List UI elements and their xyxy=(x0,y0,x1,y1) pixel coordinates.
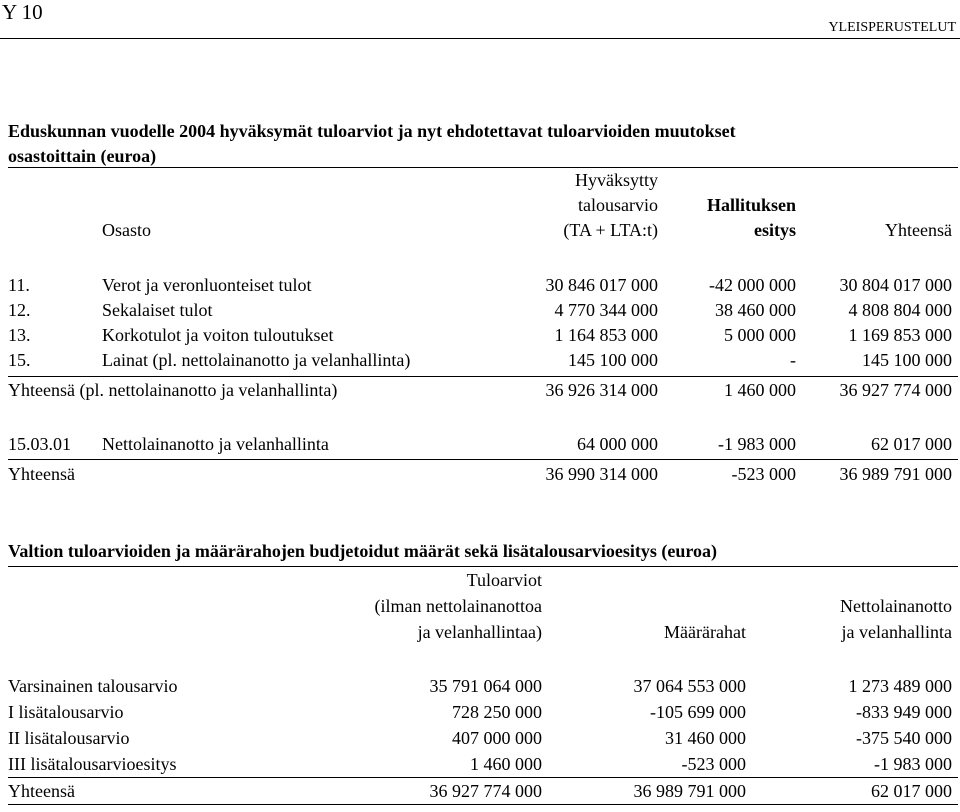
table2-bottom-rule xyxy=(8,804,958,805)
row-label: II lisätalousarvio xyxy=(8,728,130,748)
row-tuloarviot: 407 000 000 xyxy=(452,728,542,748)
total-maararahat: 36 989 791 000 xyxy=(633,781,746,801)
col-header-proposal-line2: esitys xyxy=(754,220,796,240)
row-label: Lainat (pl. nettolainanotto ja velanhallinta) xyxy=(102,350,411,370)
row-maararahat: -105 699 000 xyxy=(650,702,746,722)
row-total: 1 169 853 000 xyxy=(848,325,952,345)
grand-total-proposal: -523 000 xyxy=(731,464,796,484)
row-netto: -1 983 000 xyxy=(874,754,952,774)
row-number: 13. xyxy=(8,325,31,345)
table1-title-rule xyxy=(8,167,958,168)
row-label: Korkotulot ja voiton tuloutukset xyxy=(102,325,334,345)
row-number: 15. xyxy=(8,350,31,370)
col-header-tuloarviot-line3: ja velanhallintaa) xyxy=(417,622,542,642)
row-tuloarviot: 1 460 000 xyxy=(470,754,542,774)
subtotal-total: 36 927 774 000 xyxy=(839,380,952,400)
row-netto: 1 273 489 000 xyxy=(848,676,952,696)
row-netto: -833 949 000 xyxy=(856,702,952,722)
subtotal-rule xyxy=(8,376,958,377)
row-maararahat: -523 000 xyxy=(681,754,746,774)
table1-title-line2: osastoittain (euroa) xyxy=(8,146,157,166)
row-label: Sekalaiset tulot xyxy=(102,300,213,320)
row-proposal: -42 000 000 xyxy=(709,275,796,295)
row-number: 12. xyxy=(8,300,31,320)
grand-total-rule xyxy=(8,459,958,460)
row-maararahat: 31 460 000 xyxy=(665,728,746,748)
net-row-label: Nettolainanotto ja velanhallinta xyxy=(102,434,329,454)
net-row-approved: 64 000 000 xyxy=(577,434,658,454)
row-approved: 1 164 853 000 xyxy=(554,325,658,345)
row-tuloarviot: 35 791 064 000 xyxy=(429,676,542,696)
col-header-netto-line1: Nettolainanotto xyxy=(840,596,952,616)
row-label: Verot ja veronluonteiset tulot xyxy=(102,275,312,295)
table2-title-rule xyxy=(8,566,958,567)
col-header-netto-line2: ja velanhallinta xyxy=(841,622,952,642)
grand-total-label: Yhteensä xyxy=(8,464,75,484)
row-maararahat: 37 064 553 000 xyxy=(633,676,746,696)
row-label: III lisätalousarvioesitys xyxy=(8,754,177,774)
total-label: Yhteensä xyxy=(8,781,75,801)
net-row-proposal: -1 983 000 xyxy=(718,434,796,454)
subtotal-proposal: 1 460 000 xyxy=(724,380,796,400)
total-tuloarviot: 36 927 774 000 xyxy=(429,781,542,801)
net-row-total: 62 017 000 xyxy=(871,434,952,454)
row-total: 4 808 804 000 xyxy=(848,300,952,320)
row-total: 145 100 000 xyxy=(862,350,952,370)
page-reference: Y 10 xyxy=(2,0,43,24)
table1-title-line1: Eduskunnan vuodelle 2004 hyväksymät tuloarviot ja nyt ehdotettavat tuloarvioiden muutokset xyxy=(8,121,736,141)
row-tuloarviot: 728 250 000 xyxy=(452,702,542,722)
table2-total-rule xyxy=(8,777,958,778)
col-header-tuloarviot-line2: (ilman nettolainanottoa xyxy=(374,596,542,616)
row-approved: 4 770 344 000 xyxy=(554,300,658,320)
subtotal-label: Yhteensä (pl. nettolainanotto ja velanhallinta) xyxy=(8,380,338,400)
col-header-maararahat: Määrärahat xyxy=(664,622,746,642)
table2-title: Valtion tuloarvioiden ja määrärahojen budjetoidut määrät sekä lisätalousarvioesitys (euroa) xyxy=(8,541,717,561)
col-header-total: Yhteensä xyxy=(885,220,952,240)
row-proposal: 5 000 000 xyxy=(724,325,796,345)
subtotal-approved: 36 926 314 000 xyxy=(545,380,658,400)
row-proposal: 38 460 000 xyxy=(715,300,796,320)
header-rule xyxy=(0,38,960,39)
grand-total-total: 36 989 791 000 xyxy=(839,464,952,484)
col-header-approved-line1: Hyväksytty xyxy=(575,170,658,190)
row-label: Varsinainen talousarvio xyxy=(8,676,178,696)
total-netto: 62 017 000 xyxy=(871,781,952,801)
section-title: YLEISPERUSTELUT xyxy=(828,20,956,35)
row-approved: 30 846 017 000 xyxy=(545,275,658,295)
grand-total-approved: 36 990 314 000 xyxy=(545,464,658,484)
row-proposal: - xyxy=(790,350,796,370)
row-netto: -375 540 000 xyxy=(856,728,952,748)
col-header-approved-line3: (TA + LTA:t) xyxy=(563,220,658,240)
row-label: I lisätalousarvio xyxy=(8,702,124,722)
net-row-number: 15.03.01 xyxy=(8,434,71,454)
col-header-approved-line2: talousarvio xyxy=(578,195,658,215)
row-number: 11. xyxy=(8,275,30,295)
row-total: 30 804 017 000 xyxy=(839,275,952,295)
col-header-osasto: Osasto xyxy=(102,220,151,240)
col-header-proposal-line1: Hallituksen xyxy=(706,195,796,215)
col-header-tuloarviot-line1: Tuloarviot xyxy=(466,570,542,590)
row-approved: 145 100 000 xyxy=(568,350,658,370)
